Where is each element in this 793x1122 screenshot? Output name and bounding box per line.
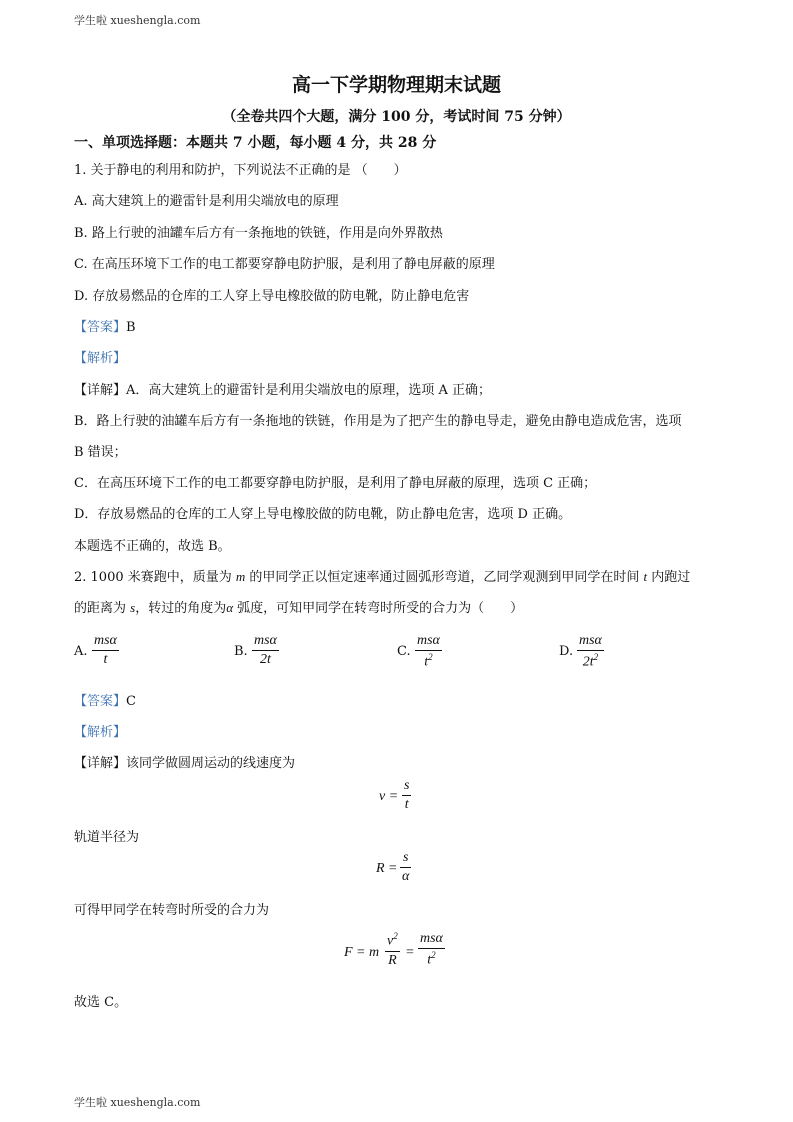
- equation-radius-lhs: R =: [376, 861, 398, 876]
- header-site: 学生啦 xueshengla.com: [74, 14, 201, 27]
- q2-stem-line1: 2. 1000 米赛跑中，质量为 m 的甲同学正以恒定速率通过圆弧形弯道，乙同学观测到甲同学在时间 t 内跑过: [74, 569, 691, 585]
- equation-force-fraction-1: $v^2$ R: [387, 931, 398, 968]
- q2-option-c-label: C.: [397, 644, 411, 659]
- q1-option-d: D. 存放易燃品的仓库的工人穿上导电橡胶做的防电靴，防止静电危害: [74, 289, 470, 304]
- page-title: 高一下学期物理期末试题: [291, 74, 501, 96]
- q2-text-force: 可得甲同学在转弯时所受的合力为: [74, 903, 270, 918]
- page-subtitle: （全卷共四个大题，满分 100 分，考试时间 75 分钟）: [222, 109, 571, 125]
- q1-detail-line: B 错误；: [74, 445, 127, 460]
- answer-tag: 【答案】: [74, 694, 127, 709]
- footer-site: 学生啦 xueshengla.com: [74, 1096, 201, 1109]
- q2-option-a-fraction: msα t: [94, 633, 117, 667]
- answer-value: B: [126, 320, 136, 335]
- equation-force-fraction-2: msα $t^2$: [420, 931, 443, 968]
- q1-option-b: B. 路上行驶的油罐车后方有一条拖地的铁链，作用是向外界散热: [74, 226, 443, 241]
- equation-radius-fraction: s α: [402, 850, 410, 884]
- equation-force-lhs: F = m: [344, 945, 380, 960]
- q2-option-a-label: A.: [74, 644, 88, 659]
- equation-velocity-fraction: s t: [404, 778, 410, 812]
- q1-option-c: C. 在高压环境下工作的电工都要穿静电防护服，是利用了静电屏蔽的原理: [74, 257, 495, 272]
- q2-option-d-fraction: msα $2t^2$: [579, 633, 602, 670]
- answer-tag: 【答案】: [74, 320, 127, 335]
- q1-analysis-tag: 【解析】: [74, 351, 127, 366]
- q1-answer: [74, 316, 136, 335]
- q2-analysis-tag: 【解析】: [74, 725, 127, 740]
- q2-answer: [74, 690, 136, 709]
- q1-detail-line: D．存放易燃品的仓库的工人穿上导电橡胶做的防电靴，防止静电危害，选项 D 正确。: [74, 507, 572, 522]
- section-heading: 一、单项选择题：本题共 7 小题，每小题 4 分，共 28 分: [74, 135, 437, 151]
- q2-option-d-label: D.: [559, 644, 574, 659]
- q2-option-b-fraction: msα 2t: [254, 633, 277, 667]
- q2-detail-line: 【详解】该同学做圆周运动的线速度为: [74, 756, 296, 771]
- q2-text-radius: 轨道半径为: [74, 830, 140, 845]
- q1-detail-line: 【详解】A．高大建筑上的避雷针是利用尖端放电的原理，选项 A 正确；: [74, 383, 492, 398]
- q1-stem: 1. 关于静电的利用和防护，下列说法不正确的是 （ ）: [74, 163, 407, 178]
- equation-force-equals: =: [406, 945, 414, 960]
- q2-conclusion: 故选 C。: [74, 995, 128, 1010]
- answer-value: C: [126, 694, 136, 709]
- q1-conclusion: 本题选不正确的，故选 B。: [74, 539, 231, 554]
- q1-option-a: A. 高大建筑上的避雷针是利用尖端放电的原理: [74, 194, 339, 209]
- equation-velocity-lhs: v =: [379, 789, 399, 804]
- q2-stem-line2: 的距离为 s，转过的角度为α 弧度，可知甲同学在转弯时所受的合力为（ ）: [74, 600, 524, 616]
- q2-option-b-label: B.: [234, 644, 248, 659]
- q1-detail-line: B．路上行驶的油罐车后方有一条拖地的铁链，作用是为了把产生的静电导走，避免由静电造成危害，选项: [74, 414, 682, 429]
- q2-option-c-fraction: msα $t^2$: [417, 633, 440, 670]
- q1-detail-line: C．在高压环境下工作的电工都要穿静电防护服，是利用了静电屏蔽的原理，选项 C 正确；: [74, 476, 597, 491]
